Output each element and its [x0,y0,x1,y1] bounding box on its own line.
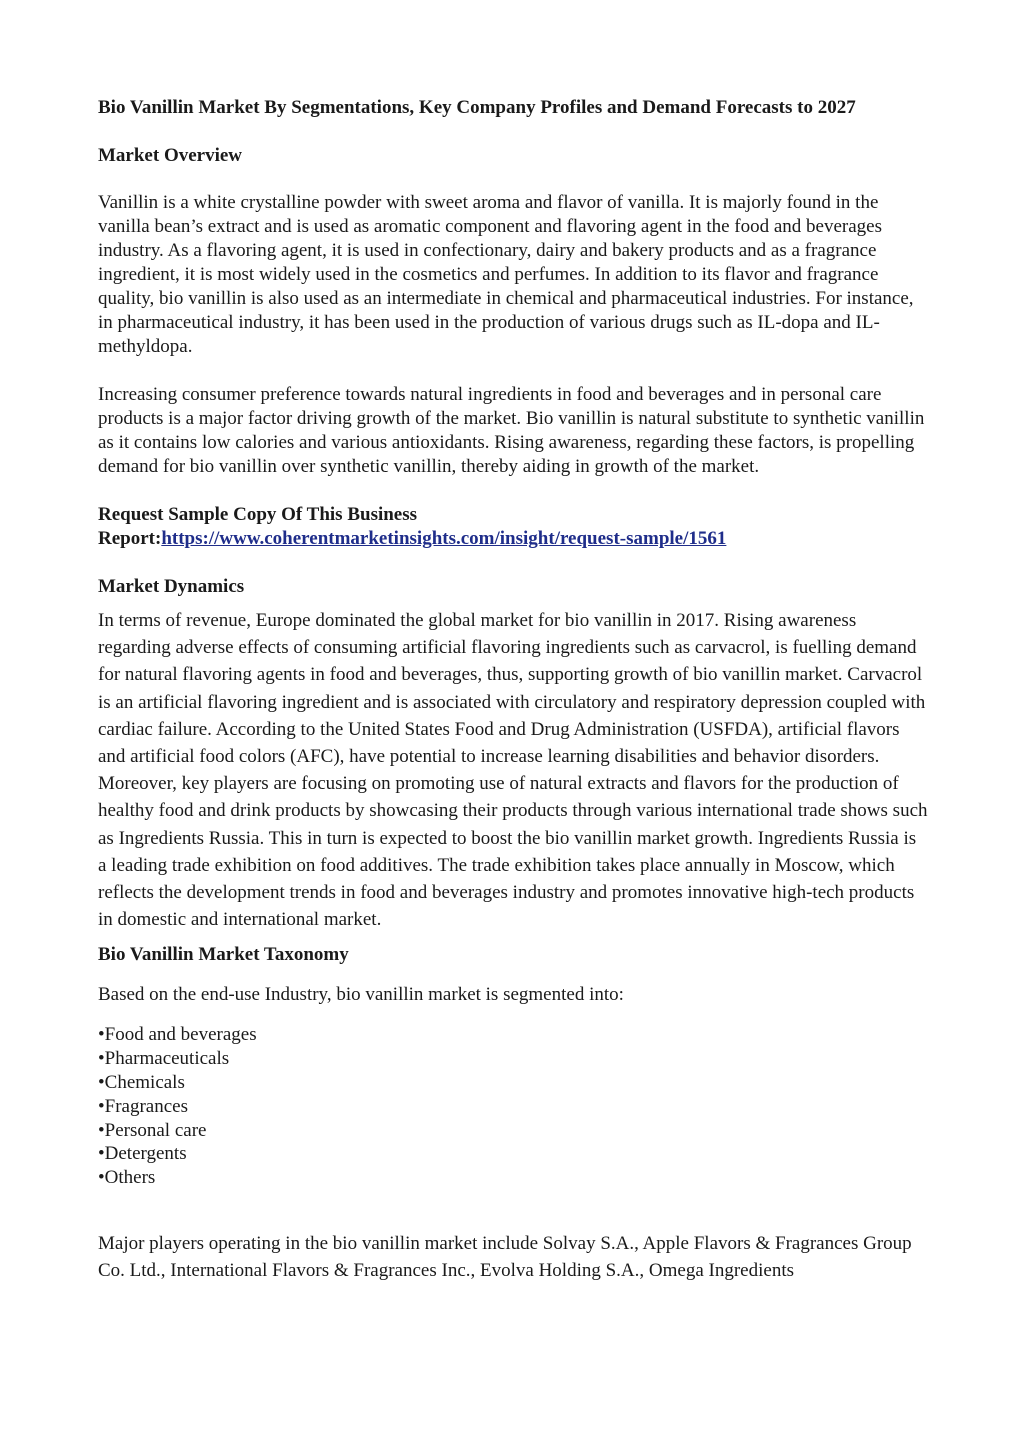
major-players-paragraph: Major players operating in the bio vanillin market include Solvay S.A., Apple Flavors & Fragrances Group Co. Ltd., International Flavors & Fragrances Inc., Evolva Holding S.A., Omega Ingredients [98,1233,912,1282]
list-item: •Chemicals [98,1072,185,1094]
heading-taxonomy: Bio Vanillin Market Taxonomy [98,944,349,966]
taxonomy-intro: Based on the end-use Industry, bio vanillin market is segmented into: [98,984,624,1006]
request-sample-label: Request Sample Copy Of This Business Report: [98,504,418,549]
document-page [98,96,928,1284]
list-item: •Personal care [98,1119,207,1141]
request-sample-block [98,503,928,551]
list-item: •Detergents [98,1143,187,1165]
list-item: •Fragrances [98,1095,188,1117]
heading-market-dynamics: Market Dynamics [98,576,245,597]
segment-list [98,1023,928,1190]
dynamics-paragraph: In terms of revenue, Europe dominated the global market for bio vanillin in 2017. Rising awareness regarding adverse effects of consuming artificial flavoring ingredients such as carvacrol, is fuelling demand for natural flavoring agents in food and beverages, thus, supporting growth of bio vanillin market. Carvacrol is an artificial flavoring ingredient and is associated with circulatory and respiratory depression coupled with cardiac failure. According to the United States Food and Drug Administration (USFDA), artificial flavors and artificial food colors (AFC), have potential to increase learning disabilities and behavior disorders. Moreover, key players are focusing on promoting use of natural extracts and flavors for the production of healthy food and drink products by showcasing their products through various international trade shows such as Ingredients Russia. This in turn is expected to boost the bio vanillin market growth. Ingredients Russia is a leading trade exhibition on food additives. The trade exhibition takes place annually in Moscow, which reflects the development trends in food and beverages industry and promotes innovative high-tech products in domestic and international market. [98,610,928,931]
overview-paragraph-2: Increasing consumer preference towards natural ingredients in food and beverages and in personal care products is a major factor driving growth of the market. Bio vanillin is natural substitute to synthetic vanillin as it contains low calories and various antioxidants. Rising awareness, regarding these factors, is propelling demand for bio vanillin over synthetic vanillin, thereby aiding in growth of the market. [98,384,925,477]
heading-market-overview: Market Overview [98,145,243,166]
list-item: •Pharmaceuticals [98,1048,230,1070]
request-sample-link[interactable]: https://www.coherentmarketinsights.com/insight/request-sample/1561 [161,528,727,549]
list-item: •Others [98,1167,156,1189]
document-title: Bio Vanillin Market By Segmentations, Key Company Profiles and Demand Forecasts to 2027 [98,97,856,118]
overview-paragraph-1: Vanillin is a white crystalline powder with sweet aroma and flavor of vanilla. It is majorly found in the vanilla bean’s extract and is used as aromatic component and flavoring agent in the food and beverages industry. As a flavoring agent, it is used in confectionary, dairy and bakery products and as a fragrance ingredient, it is most widely used in the cosmetics and perfumes. In addition to its flavor and fragrance quality, bio vanillin is also used as an intermediate in chemical and pharmaceutical industries. For instance, in pharmaceutical industry, it has been used in the production of various drugs such as IL-dopa and IL-methyldopa. [98,192,914,357]
list-item: •Food and beverages [98,1024,257,1046]
